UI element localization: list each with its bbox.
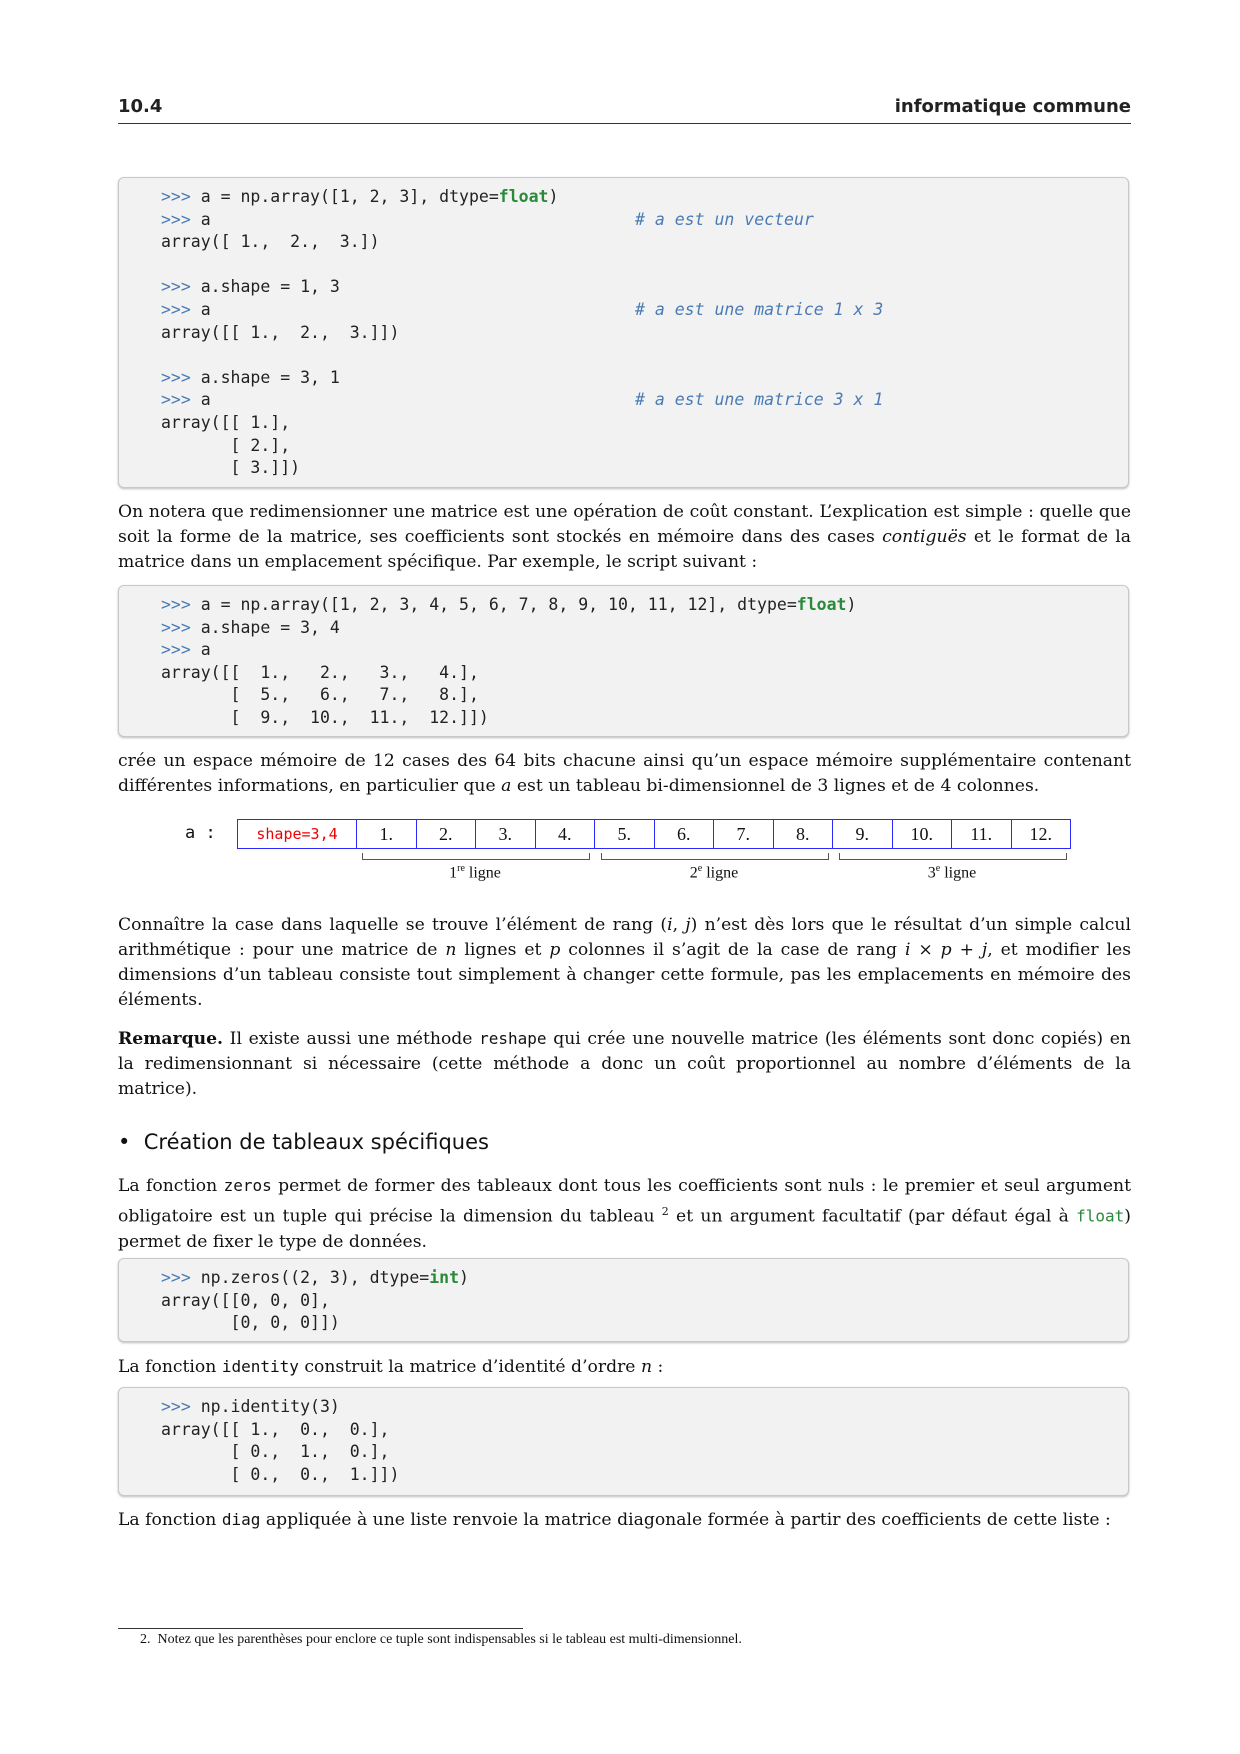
- math-var: p: [549, 940, 561, 960]
- prompt: >>>: [161, 1397, 201, 1416]
- code-comment: # a est un vecteur: [635, 209, 814, 229]
- footnote-rule: [118, 1628, 523, 1629]
- paragraph: [118, 749, 1131, 799]
- prompt: >>>: [161, 390, 201, 410]
- inline-code: reshape: [479, 1029, 547, 1048]
- code-block: [118, 1387, 1129, 1496]
- memory-cell: 4.: [535, 820, 595, 848]
- memory-cell: 7.: [713, 820, 773, 848]
- code-text: a: [200, 209, 211, 229]
- math-var: i: [904, 940, 911, 960]
- row-suffix: e: [935, 863, 941, 874]
- code-text: a.shape = 3, 4: [200, 617, 340, 637]
- math-var: a: [501, 776, 512, 796]
- code-text: [ 0., 0., 1.]]): [161, 1464, 400, 1484]
- code-line: [161, 435, 1128, 458]
- memory-cell: 1.: [356, 820, 416, 848]
- inline-code: zeros: [223, 1176, 272, 1195]
- row-word: ligne: [702, 864, 739, 882]
- section-number: 10.4: [118, 96, 163, 117]
- math-var: n: [640, 1357, 653, 1377]
- code-line: [161, 1290, 1128, 1313]
- memory-cell: 8.: [773, 820, 833, 848]
- prompt: >>>: [161, 1268, 201, 1287]
- text: appliquée à une liste renvoie la matrice diagonale formée à partir des coefficients de cette liste :: [260, 1510, 1111, 1530]
- math-var: p: [940, 940, 952, 960]
- text: et un argument facultatif (par défaut égal à: [668, 1206, 1077, 1227]
- code-text: array([ 1., 2., 3.]): [161, 232, 380, 252]
- prompt: >>>: [161, 209, 201, 229]
- row-brace: [839, 853, 1067, 860]
- row-brace: [362, 853, 590, 860]
- code-line: [161, 1464, 1128, 1487]
- footnote-text: Notez que les parenthèses pour enclore ce tuple sont indispensables si le tableau est multi-dimensionnel.: [157, 1632, 742, 1647]
- text: La fonction: [118, 1176, 224, 1196]
- prompt: >>>: [161, 617, 201, 637]
- prompt: >>>: [161, 367, 201, 387]
- paragraph: [118, 913, 1131, 1013]
- code-line: [161, 684, 1128, 707]
- text: et le format de la matrice dans un emplacement spécifique. Par exemple, le script suivant :: [118, 527, 1131, 572]
- bullet: •: [118, 1130, 131, 1154]
- code-line: [161, 639, 1128, 662]
- section-heading: [118, 1130, 489, 1154]
- keyword: float: [796, 595, 847, 614]
- memory-cell: 5.: [594, 820, 654, 848]
- row-suffix: e: [697, 863, 703, 874]
- code-text: [ 0., 1., 0.],: [161, 1442, 390, 1462]
- code-line: [161, 662, 1128, 685]
- bold-label: Remarque.: [118, 1029, 224, 1049]
- remark: [118, 1026, 1131, 1102]
- row-label: [614, 863, 814, 882]
- code-text: a = np.array([1, 2, 3, 4, 5, 6, 7, 8, 9, 10, 11, 12], dtype=: [200, 595, 797, 614]
- prompt: >>>: [161, 299, 201, 319]
- code-text: array([[ 1., 0., 0.],: [161, 1419, 390, 1439]
- row-number: 1: [449, 864, 458, 882]
- array-label: a :: [185, 823, 216, 843]
- text: permet de former des tableaux dont tous les coefficients sont nuls : le premier et seul argument obligatoire est un tuple qui précise la dimension du tableau: [118, 1176, 1131, 1227]
- text: :: [652, 1357, 664, 1377]
- memory-cell: 2.: [416, 820, 476, 848]
- code-text: ): [846, 595, 857, 614]
- code-line: [161, 254, 1128, 277]
- code-line: [161, 707, 1128, 730]
- prompt: >>>: [161, 595, 201, 614]
- math-var: n: [445, 940, 457, 960]
- code-block: [118, 177, 1129, 488]
- code-text: array([[ 1., 2., 3.]]): [161, 322, 400, 342]
- header-rule: [118, 123, 1131, 124]
- text: crée un espace mémoire de 12 cases des 64 bits chacune ainsi qu’un espace mémoire supplémentaire contenant différentes informations, en particulier que: [118, 751, 1131, 796]
- code-line: [161, 1419, 1128, 1442]
- code-text: [ 2.],: [161, 435, 291, 455]
- code-comment: # a est une matrice 1 x 3: [635, 299, 884, 319]
- code-text: np.zeros((2, 3), dtype=: [200, 1268, 430, 1287]
- code-text: a = np.array([1, 2, 3], dtype=: [200, 187, 499, 206]
- code-line: [161, 209, 1128, 232]
- paragraph: [118, 500, 1131, 575]
- text: Il existe aussi une méthode: [223, 1029, 480, 1049]
- code-line: [161, 344, 1128, 367]
- inline-code: diag: [221, 1510, 261, 1529]
- memory-diagram: [237, 819, 1071, 849]
- code-line: [161, 412, 1128, 435]
- code-text: [ 5., 6., 7., 8.],: [161, 685, 479, 705]
- memory-cell: 9.: [832, 820, 892, 848]
- code-text: a: [200, 390, 211, 410]
- code-line: [161, 276, 1128, 299]
- code-text: array([[ 1.],: [161, 412, 291, 432]
- code-text: [ 3.]]): [161, 458, 301, 478]
- math-var: contiguës: [882, 527, 967, 547]
- code-text: [ 9., 10., 11., 12.]]): [161, 707, 489, 727]
- code-text: array([[0, 0, 0],: [161, 1290, 330, 1310]
- math-var: j: [685, 915, 691, 935]
- text: La fonction: [118, 1357, 222, 1377]
- row-number: 2: [689, 864, 698, 882]
- code-text: np.identity(3): [200, 1397, 340, 1416]
- text: construit la matrice d’identité d’ordre: [298, 1357, 641, 1377]
- code-line: [161, 186, 1128, 209]
- text: ) permet de fixer le type de données.: [118, 1206, 1132, 1252]
- memory-cell: 12.: [1011, 820, 1071, 848]
- code-line: [161, 367, 1128, 390]
- row-suffix: re: [457, 863, 465, 874]
- code-text: [0, 0, 0]]): [161, 1313, 340, 1333]
- row-brace: [601, 853, 829, 860]
- row-word: ligne: [940, 864, 977, 882]
- paragraph: [118, 1507, 1131, 1533]
- inline-code: identity: [221, 1357, 299, 1376]
- math-var: j: [981, 940, 988, 960]
- row-word: ligne: [464, 864, 501, 882]
- code-line: [161, 457, 1128, 480]
- prompt: >>>: [161, 187, 201, 206]
- code-text: a.shape = 3, 1: [200, 367, 340, 387]
- code-line: [161, 594, 1128, 617]
- code-comment: # a est une matrice 3 x 1: [635, 390, 884, 410]
- prompt: >>>: [161, 277, 201, 297]
- footnote-ref: 2: [661, 1205, 669, 1218]
- text: ) n’est dès lors que le résultat d’un simple calcul arithmétique : pour une matrice de: [118, 915, 1131, 960]
- code-text: ): [548, 187, 559, 206]
- code-text: a: [200, 640, 211, 660]
- paragraph: [118, 1173, 1131, 1255]
- code-text: a.shape = 1, 3: [200, 277, 340, 297]
- code-block: [118, 585, 1129, 737]
- code-text: ): [459, 1268, 469, 1287]
- code-line: [161, 1441, 1128, 1464]
- code-line: [161, 617, 1128, 640]
- code-line: [161, 1267, 1128, 1290]
- row-label: [852, 863, 1052, 882]
- footnote-number: 2.: [140, 1632, 151, 1647]
- text: est un tableau bi-dimensionnel de 3 lignes et de 4 colonnes.: [511, 776, 1040, 796]
- text: ×: [910, 940, 941, 960]
- inline-keyword: float: [1076, 1206, 1125, 1226]
- prompt: >>>: [161, 640, 201, 660]
- memory-cell: 10.: [892, 820, 952, 848]
- text: Connaître la case dans laquelle se trouve l’élément de rang (: [118, 915, 668, 935]
- code-line: [161, 389, 1128, 412]
- text: La fonction: [118, 1510, 222, 1530]
- keyword: int: [429, 1268, 460, 1287]
- code-line: [161, 299, 1128, 322]
- code-line: [161, 322, 1128, 345]
- text: qui crée une nouvelle matrice (les éléments sont donc copiés) en la redimensionnant si nécessaire (cette méthode a donc un coût proportionnel au nombre d’éléments de la matrice).: [118, 1029, 1132, 1099]
- keyword: float: [498, 187, 549, 206]
- memory-cell: 3.: [475, 820, 535, 848]
- shape-cell: shape=3,4: [256, 825, 338, 843]
- memory-cell: 11.: [951, 820, 1011, 848]
- code-line: [161, 1396, 1128, 1419]
- text: colonnes il s’agit de la case de rang: [560, 940, 905, 960]
- row-number: 3: [927, 864, 936, 882]
- code-text: a: [200, 299, 211, 319]
- text: On notera que redimensionner une matrice est une opération de coût constant. L’explication est simple : quelle que soit la forme de la matrice, ses coefficients sont stockés en mémoire dans des cases: [118, 502, 1131, 547]
- math-var: i: [667, 915, 673, 935]
- memory-cell: 6.: [654, 820, 714, 848]
- text: lignes et: [456, 940, 550, 960]
- section-title: Création de tableaux spécifiques: [143, 1130, 489, 1154]
- text: , et modifier les dimensions d’un tableau consiste tout simplement à changer cette formule, pas les emplacements en mémoire des éléments.: [118, 940, 1132, 1010]
- text: +: [951, 940, 982, 960]
- text: ,: [672, 915, 686, 935]
- code-line: [161, 231, 1128, 254]
- row-label: [375, 863, 575, 882]
- footnote: [140, 1632, 742, 1648]
- code-block: [118, 1258, 1129, 1342]
- code-line: [161, 1312, 1128, 1335]
- code-text: array([[ 1., 2., 3., 4.],: [161, 662, 479, 682]
- running-title: informatique commune: [894, 96, 1131, 117]
- paragraph: [118, 1354, 1131, 1380]
